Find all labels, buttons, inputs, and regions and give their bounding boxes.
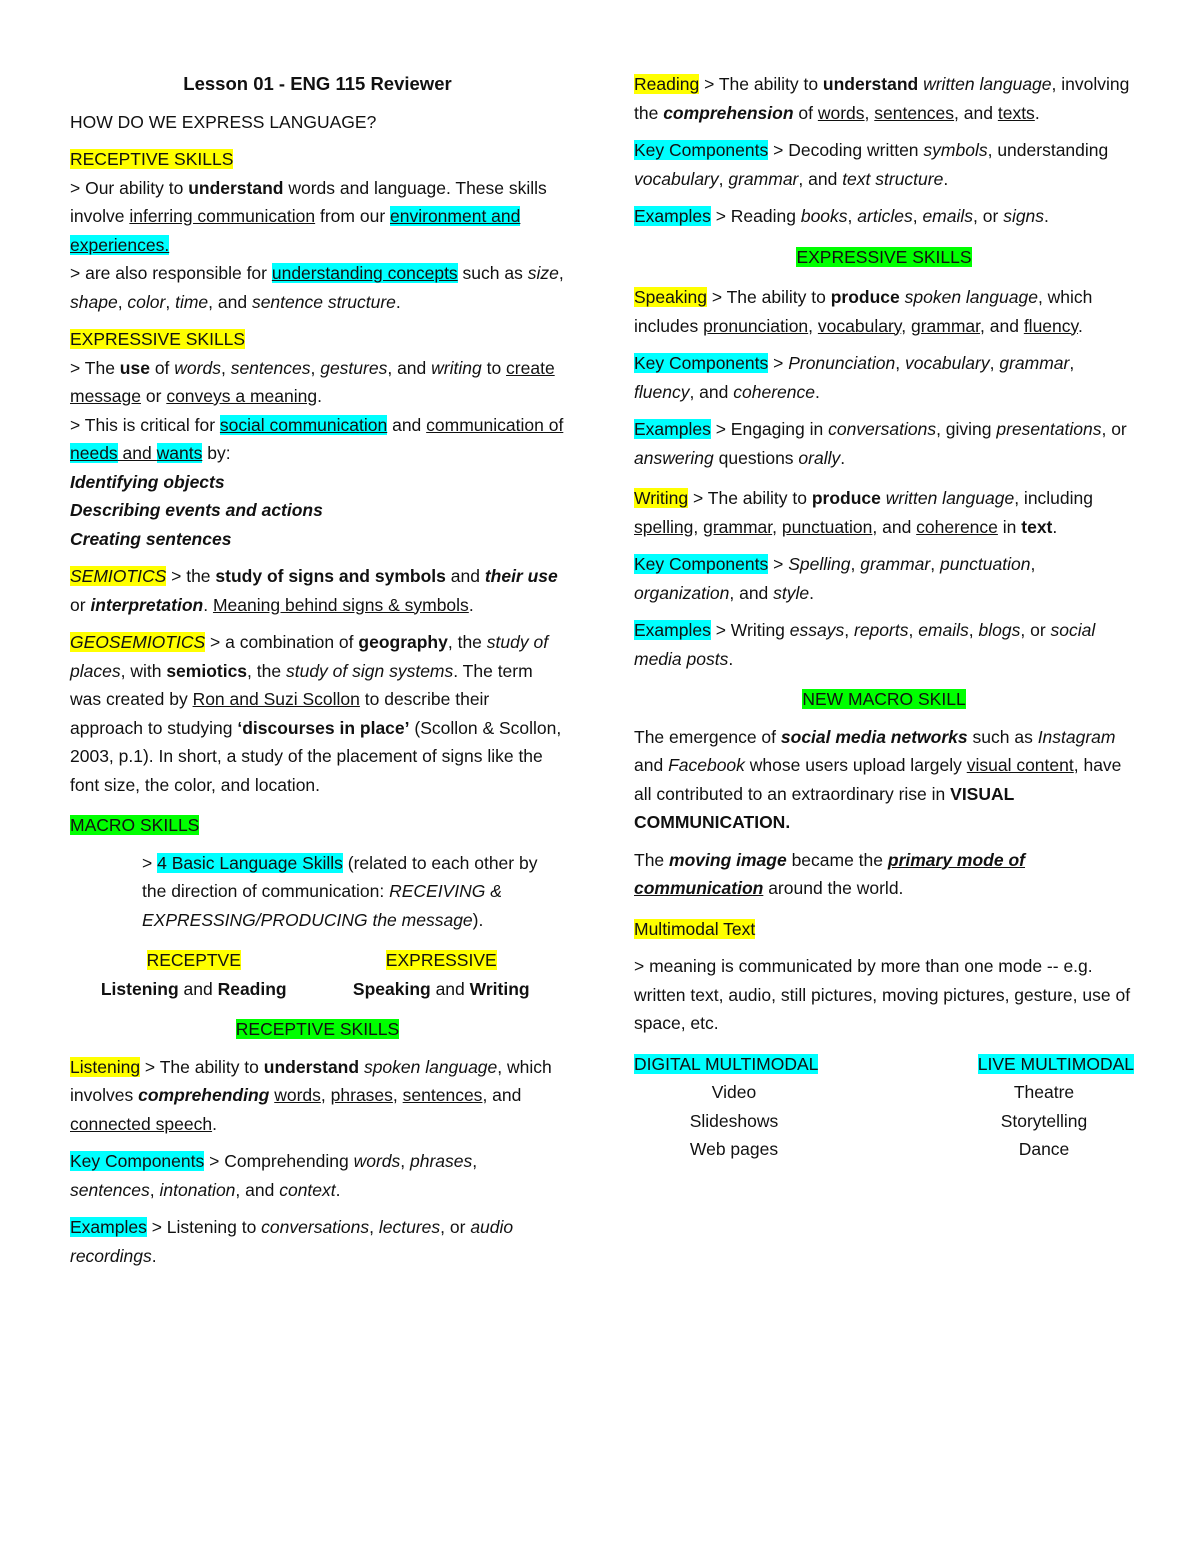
macro-skill-groups bbox=[70, 946, 565, 1003]
macro-text: > 4 Basic Language Skills (related to each other by the direction of communication: RECEIVING & EXPRESSING/PRODUCING the message). bbox=[142, 852, 538, 930]
expressive-text-2: > This is critical for social communication and communication of needs and wants by: bbox=[70, 414, 564, 463]
semiotics-definition: SEMIOTICS > the study of signs and symbols and their use or interpretation. Meaning behind signs & symbols. bbox=[70, 566, 558, 615]
new-macro-heading: NEW MACRO SKILL bbox=[802, 689, 966, 709]
receptive-text-1: > Our ability to understand words and language. These skills involve inferring communication from our environment and experiences. bbox=[70, 177, 547, 255]
speaking-key-components: Key Components > Pronunciation, vocabulary, grammar, fluency, and coherence. bbox=[634, 353, 1075, 402]
new-macro-text-1: The emergence of social media networks such as Instagram and Facebook whose users upload largely visual content, have all contributed to an extraordinary rise in VISUAL COMMUNICATION. bbox=[634, 726, 1122, 832]
reading-key-components: Key Components > Decoding written symbols, understanding vocabulary, grammar, and text structure. bbox=[634, 140, 1109, 189]
list-item: Web pages bbox=[689, 1139, 779, 1159]
list-item: Slideshows bbox=[689, 1110, 779, 1131]
multimodal-heading: Multimodal Text bbox=[634, 918, 756, 939]
digital-multimodal-label: DIGITAL MULTIMODAL bbox=[634, 1053, 819, 1074]
listening-key-components: Key Components > Comprehending words, phrases, sentences, intonation, and context. bbox=[70, 1151, 478, 1200]
list-item: Theatre bbox=[1013, 1082, 1075, 1102]
expressive-item: Describing events and actions bbox=[70, 500, 323, 520]
writing-examples: Examples > Writing essays, reports, emails, blogs, or social media posts. bbox=[634, 620, 1096, 669]
speaking-examples: Examples > Engaging in conversations, giving presentations, or answering questions orally. bbox=[634, 419, 1127, 468]
multimodal-types bbox=[634, 1050, 1134, 1164]
expressive-text-1: > The use of words, sentences, gestures, and writing to create message or conveys a meaning. bbox=[70, 357, 555, 406]
writing-definition: Writing > The ability to produce written language, including spelling, grammar, punctuation, and coherence in text. bbox=[634, 488, 1094, 537]
new-macro-text-2: The moving image became the primary mode of communication around the world. bbox=[634, 849, 1025, 898]
expressive-item: Identifying objects bbox=[70, 471, 225, 492]
list-item: Video bbox=[711, 1082, 757, 1102]
left-column bbox=[70, 70, 565, 1270]
expressive-heading: EXPRESSIVE SKILLS bbox=[70, 329, 246, 349]
list-item: Dance bbox=[1018, 1139, 1070, 1159]
question-heading: HOW DO WE EXPRESS LANGUAGE? bbox=[70, 111, 377, 132]
macro-heading: MACRO SKILLS bbox=[70, 815, 200, 835]
expressive-item: Creating sentences bbox=[70, 528, 232, 549]
reading-examples: Examples > Reading books, articles, emails, or signs. bbox=[634, 206, 1049, 226]
writing-key-components: Key Components > Spelling, grammar, punctuation, organization, and style. bbox=[634, 554, 1036, 603]
expressive-skills-heading: EXPRESSIVE SKILLS bbox=[796, 246, 972, 267]
receptive-skills-heading: RECEPTIVE SKILLS bbox=[235, 1019, 400, 1039]
receptive-text-2: > are also responsible for understanding concepts such as size, shape, color, time, and sentence structure. bbox=[70, 263, 564, 312]
page-title: Lesson 01 - ENG 115 Reviewer bbox=[183, 73, 452, 94]
listening-examples: Examples > Listening to conversations, lectures, or audio recordings. bbox=[70, 1217, 514, 1266]
geosemiotics-definition: GEOSEMIOTICS > a combination of geography, the study of places, with semiotics, the study of sign systems. The term was created by Ron and Suzi Scollon to describe their approach to studying ‘discourses in place’ (Scollon & Scollon, 2003, p.1). In short, a study of the placement of signs like the font size, the color, and location. bbox=[70, 632, 562, 795]
live-multimodal-label: LIVE MULTIMODAL bbox=[977, 1053, 1134, 1074]
receptive-group: RECEPTVE Listening and Reading bbox=[100, 950, 287, 999]
list-item: Storytelling bbox=[1000, 1110, 1088, 1131]
reading-definition: Reading > The ability to understand written language, involving the comprehension of words, sentences, and texts. bbox=[634, 74, 1130, 123]
multimodal-description: > meaning is communicated by more than one mode -- e.g. written text, audio, still pictures, moving pictures, gesture, use of space, etc. bbox=[634, 956, 1131, 1033]
speaking-definition: Speaking > The ability to produce spoken language, which includes pronunciation, vocabulary, grammar, and fluency. bbox=[634, 287, 1093, 336]
right-column bbox=[634, 70, 1134, 1164]
expressive-group: EXPRESSIVE Speaking and Writing bbox=[352, 950, 530, 999]
receptive-label: RECEPTVE bbox=[146, 950, 241, 970]
listening-definition: Listening > The ability to understand spoken language, which involves comprehending words, phrases, sentences, and connected speech. bbox=[70, 1056, 552, 1134]
receptive-heading: RECEPTIVE SKILLS bbox=[70, 149, 234, 169]
live-multimodal-list bbox=[884, 1050, 1134, 1164]
digital-multimodal-list bbox=[634, 1050, 884, 1164]
expressive-label: EXPRESSIVE bbox=[385, 950, 497, 970]
